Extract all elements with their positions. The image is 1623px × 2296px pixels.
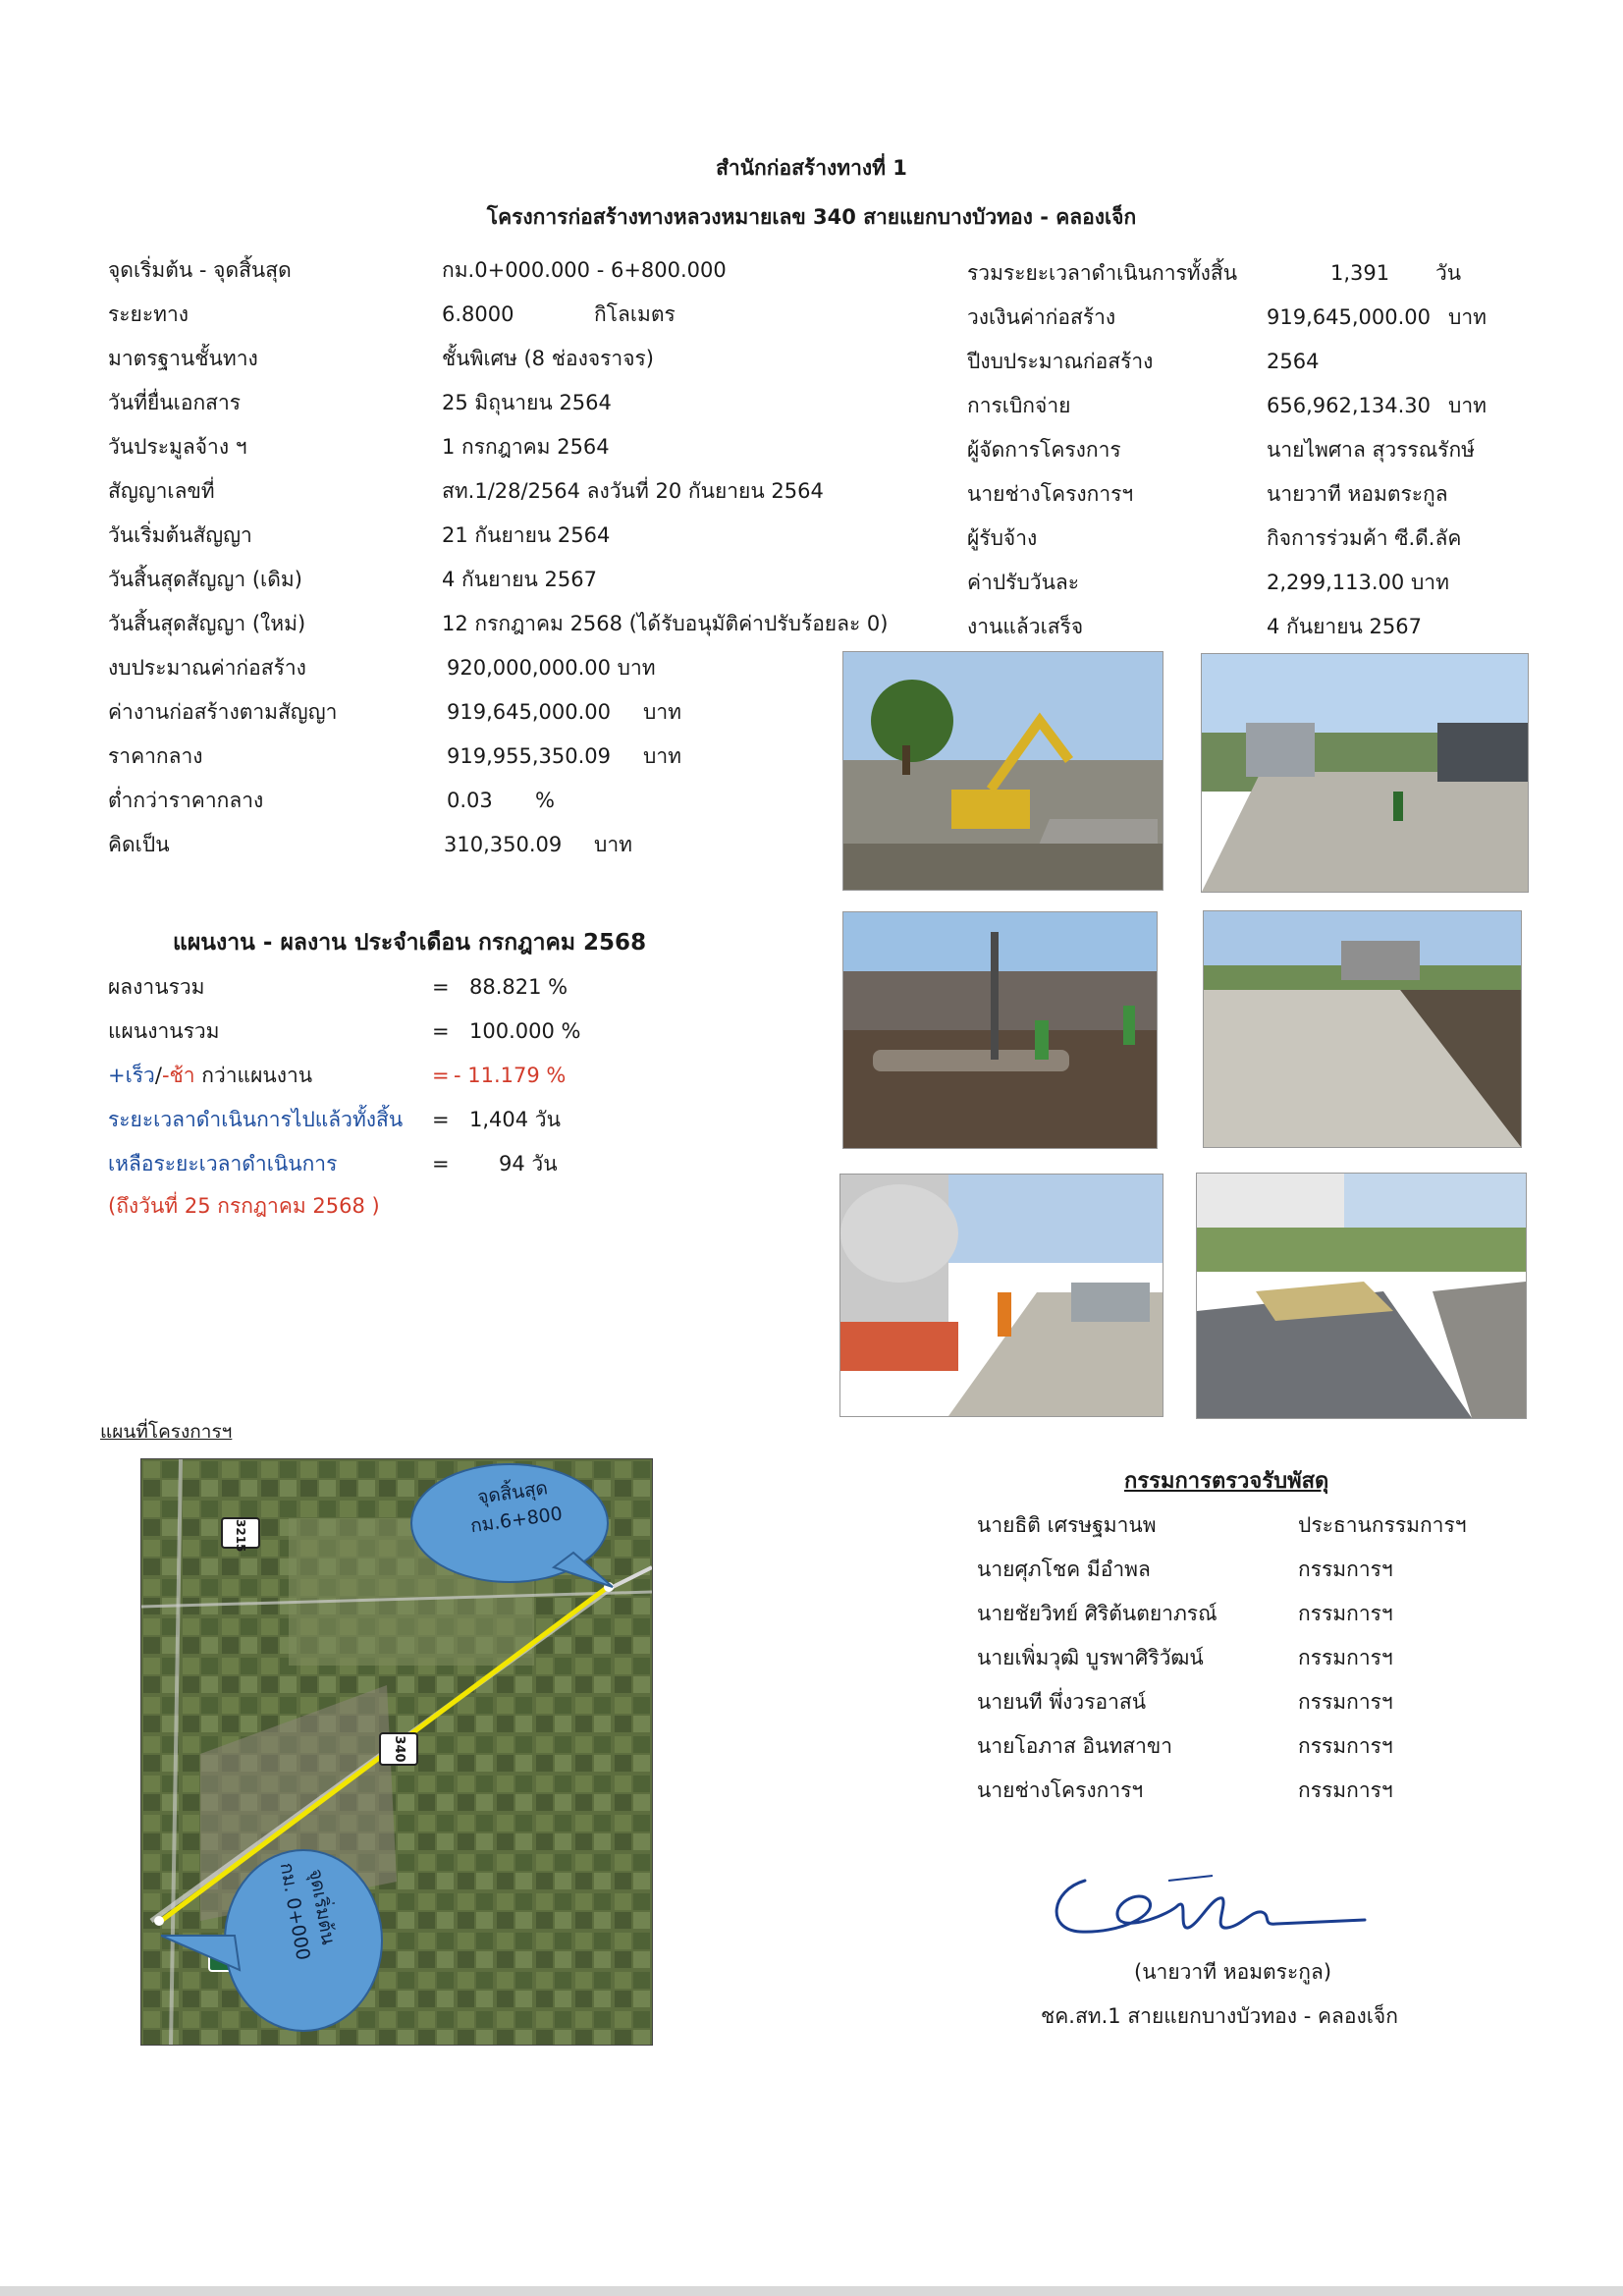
variance-rest-label: กว่าแผนงาน <box>194 1064 313 1087</box>
info-value: กิจการร่วมค้า ซี.ดี.ลัค <box>1267 526 1462 550</box>
info-value: 4 กันยายน 2567 <box>1267 615 1422 638</box>
info-label: นายช่างโครงการฯ <box>967 482 1134 506</box>
info-value: 2564 <box>1267 350 1320 373</box>
info-label: งานแล้วเสร็จ <box>967 615 1084 638</box>
site-photo-paving-blocks <box>1196 1173 1527 1419</box>
info-label: งบประมาณค่าก่อสร้าง <box>108 656 306 680</box>
committee-member-name: นายโอภาส อินทสาขา <box>977 1734 1173 1758</box>
route-shield-3215: 3215 <box>221 1517 260 1549</box>
progress-value: - 11.179 % <box>454 1064 567 1087</box>
info-label: ค่างานก่อสร้างตามสัญญา <box>108 700 338 724</box>
progress-label-variance <box>108 1061 312 1090</box>
info-value: 6.8000 <box>442 302 514 326</box>
info-value: 310,350.09 <box>444 833 563 856</box>
start-km: กม. 0+000 <box>275 1861 314 1962</box>
site-photo-pipe-work <box>842 911 1158 1149</box>
info-label: ต่ำกว่าราคากลาง <box>108 789 264 812</box>
committee-member-role: กรรมการฯ <box>1298 1778 1393 1802</box>
progress-label: ระยะเวลาดำเนินการไปแล้วทั้งสิ้น <box>108 1108 404 1131</box>
info-value: 4 กันยายน 2567 <box>442 568 597 591</box>
committee-member-name: นายนที พึ่งวรอาสน์ <box>977 1690 1147 1714</box>
committee-member-name: นายช่างโครงการฯ <box>977 1778 1144 1802</box>
start-label: จุดเริ่มต้น <box>304 1867 340 1946</box>
info-value: 920,000,000.00 บาท <box>447 656 656 680</box>
committee-member-role: ประธานกรรมการฯ <box>1298 1513 1467 1537</box>
committee-member-role: กรรมการฯ <box>1298 1646 1393 1669</box>
info-label: รวมระยะเวลาดำเนินการทั้งสิ้น <box>967 261 1238 285</box>
info-label: มาตรฐานชั้นทาง <box>108 347 258 370</box>
info-label: วันสิ้นสุดสัญญา (เดิม) <box>108 568 302 591</box>
committee-member-role: กรรมการฯ <box>1298 1602 1393 1625</box>
info-value: นายไพศาล สุวรรณรักษ์ <box>1267 438 1476 462</box>
site-photo-slope-concrete <box>1203 910 1522 1148</box>
committee-member-role: กรรมการฯ <box>1298 1734 1393 1758</box>
site-photo-excavator <box>842 651 1163 891</box>
site-photo-concrete-pour <box>1201 653 1529 893</box>
progress-label: แผนงานรวม <box>108 1019 220 1043</box>
info-unit: บาท <box>594 833 632 856</box>
info-label: วันที่ยื่นเอกสาร <box>108 391 242 414</box>
committee-member-name: นายเพิ่มวุฒิ บูรพาศิริวัฒน์ <box>977 1646 1204 1669</box>
office-title: สำนักก่อสร้างทางที่ 1 <box>716 156 907 180</box>
info-unit: บาท <box>1448 305 1487 329</box>
info-value: 2,299,113.00 บาท <box>1267 571 1449 594</box>
committee-member-name: นายศุภโชค มีอำพล <box>977 1558 1151 1581</box>
info-label: วันเริ่มต้นสัญญา <box>108 523 252 547</box>
info-label: จุดเริ่มต้น - จุดสิ้นสุด <box>108 258 292 282</box>
committee-member-role: กรรมการฯ <box>1298 1558 1393 1581</box>
progress-eq: = <box>432 1108 450 1131</box>
progress-eq: = <box>432 1152 450 1175</box>
info-label: วันประมูลจ้าง ฯ <box>108 435 247 459</box>
progress-label: ผลงานรวม <box>108 975 205 999</box>
committee-member-name: นายชัยวิทย์ ศิริต้นตยาภรณ์ <box>977 1602 1217 1625</box>
info-label: คิดเป็น <box>108 833 170 856</box>
info-value: 1 กรกฎาคม 2564 <box>442 435 610 459</box>
page-bottom-edge <box>0 2286 1623 2296</box>
info-label: ราคากลาง <box>108 744 203 768</box>
route-shield-340: 340 <box>379 1732 418 1766</box>
signer-name: (นายวาที หอมตระกูล) <box>1134 1960 1332 1984</box>
info-label: ปีงบประมาณก่อสร้าง <box>967 350 1154 373</box>
signer-position: ชค.สท.1 สายแยกบางบัวทอง - คลองเจ็ก <box>1041 2004 1398 2028</box>
committee-title: กรรมการตรวจรับพัสดุ <box>1124 1469 1329 1494</box>
slow-label: -ช้า <box>161 1064 195 1087</box>
committee-member-name: นายธิติ เศรษฐมานพ <box>977 1513 1157 1537</box>
info-value: 919,645,000.00 <box>447 700 611 724</box>
progress-eq: = <box>432 1019 450 1043</box>
info-value: นายวาที หอมตระกูล <box>1267 482 1448 506</box>
progress-value: 94 วัน <box>499 1152 558 1175</box>
info-label: ระยะทาง <box>108 302 189 326</box>
info-value: 25 มิถุนายน 2564 <box>442 391 612 414</box>
handwritten-signature <box>1041 1861 1375 1949</box>
info-value: 12 กรกฎาคม 2568 (ได้รับอนุมัติค่าปรับร้อยละ 0) <box>442 612 889 635</box>
info-label: ผู้รับจ้าง <box>967 526 1038 550</box>
info-value: 0.03 <box>447 789 493 812</box>
info-label: สัญญาเลขที่ <box>108 479 215 503</box>
project-title: โครงการก่อสร้างทางหลวงหมายเลข 340 สายแยกบางบัวทอง - คลองเจ็ก <box>486 205 1137 229</box>
progress-eq: = <box>432 1064 450 1087</box>
progress-as-of: (ถึงวันที่ 25 กรกฎาคม 2568 ) <box>108 1194 380 1218</box>
end-km: กม.6+800 <box>468 1503 565 1538</box>
info-value: 21 กันยายน 2564 <box>442 523 611 547</box>
progress-value: 100.000 % <box>469 1019 581 1043</box>
info-label: ผู้จัดการโครงการ <box>967 438 1121 462</box>
info-value: 919,645,000.00 <box>1267 305 1431 329</box>
info-value: 656,962,134.30 <box>1267 394 1431 417</box>
map-caption: แผนที่โครงการฯ <box>100 1421 233 1443</box>
info-unit: บาท <box>643 744 681 768</box>
info-value: ชั้นพิเศษ (8 ช่องจราจร) <box>442 347 654 370</box>
project-map <box>140 1458 653 2046</box>
info-label: ค่าปรับวันละ <box>967 571 1080 594</box>
progress-title: แผนงาน - ผลงาน ประจำเดือน กรกฎาคม 2568 <box>173 930 647 956</box>
progress-eq: = <box>432 975 450 999</box>
info-value: กม.0+000.000 - 6+800.000 <box>442 258 727 282</box>
info-value: 1,391 <box>1330 261 1390 285</box>
info-label: การเบิกจ่าย <box>967 394 1071 417</box>
end-label: จุดสิ้นสุด <box>475 1477 550 1509</box>
progress-value: 1,404 วัน <box>469 1108 561 1131</box>
info-value: สท.1/28/2564 ลงวันที่ 20 กันยายน 2564 <box>442 479 824 503</box>
info-unit: บาท <box>1448 394 1487 417</box>
committee-member-role: กรรมการฯ <box>1298 1690 1393 1714</box>
info-label: วันสิ้นสุดสัญญา (ใหม่) <box>108 612 306 635</box>
info-value: 919,955,350.09 <box>447 744 611 768</box>
fast-label: +เร็ว <box>108 1064 155 1087</box>
info-label: วงเงินค่าก่อสร้าง <box>967 305 1116 329</box>
info-unit: บาท <box>643 700 681 724</box>
info-unit: วัน <box>1435 261 1462 285</box>
progress-value: 88.821 % <box>469 975 568 999</box>
slash-label: / <box>154 1064 162 1087</box>
info-unit: กิโลเมตร <box>594 302 676 326</box>
info-unit: % <box>535 789 555 812</box>
site-photo-mixer-truck <box>839 1174 1163 1417</box>
progress-label: เหลือระยะเวลาดำเนินการ <box>108 1152 338 1175</box>
